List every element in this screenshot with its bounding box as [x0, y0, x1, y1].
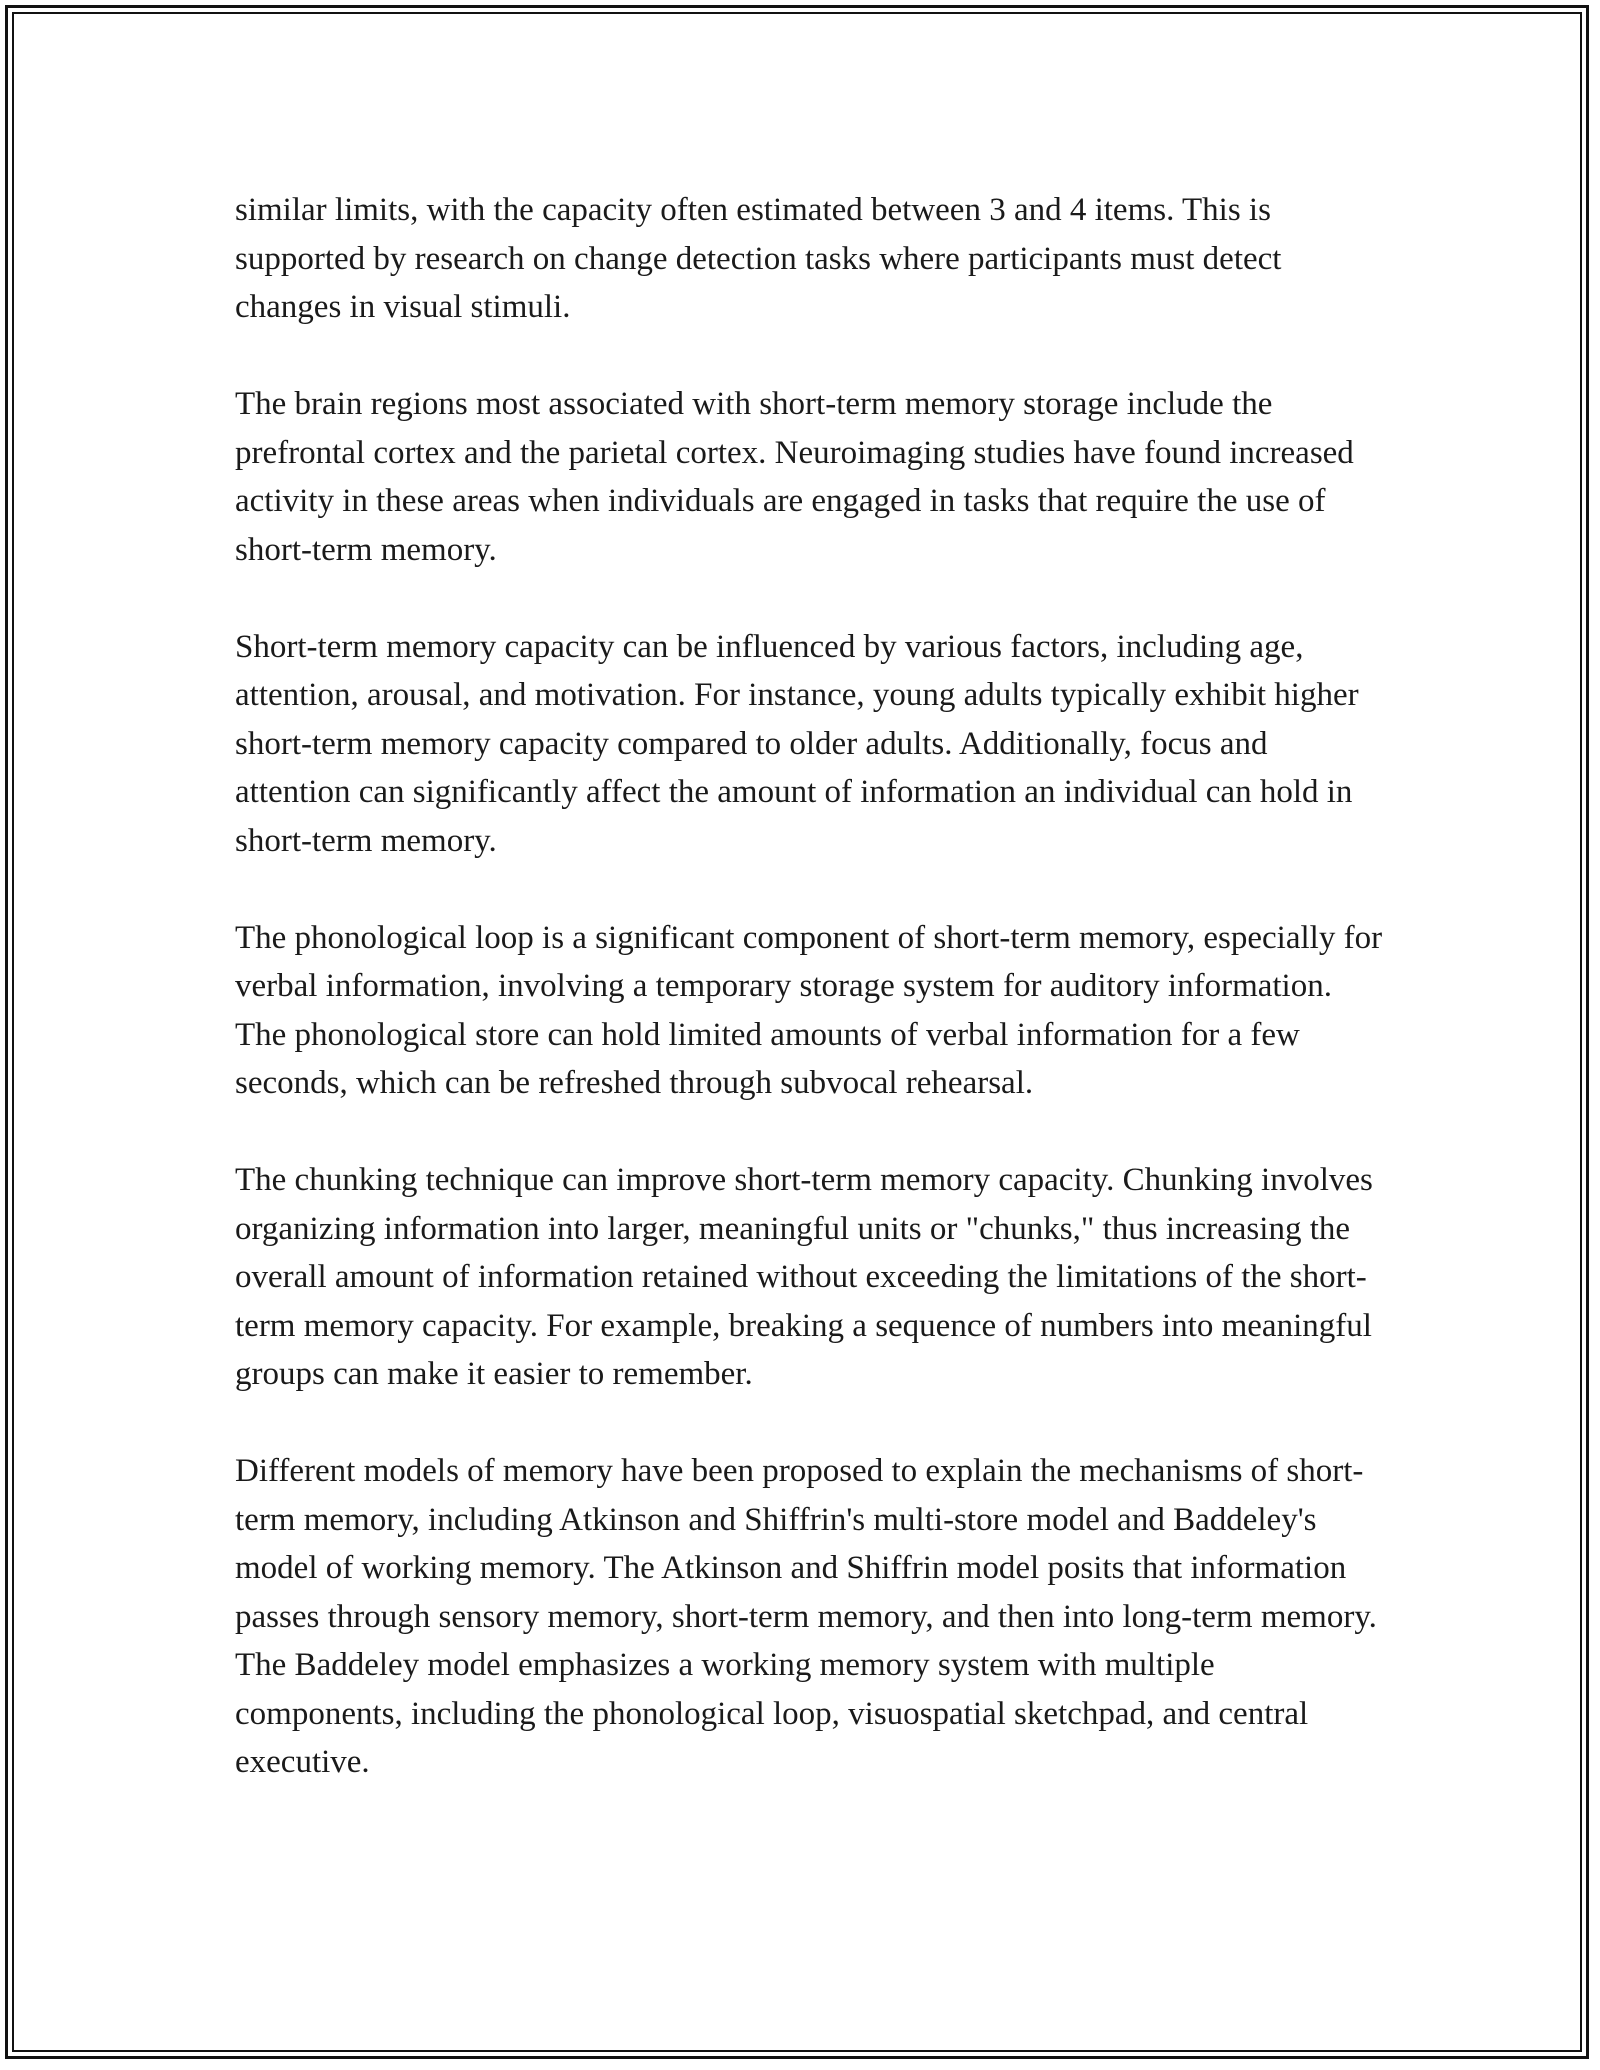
- paragraph-capacity-limits: similar limits, with the capacity often estimated between 3 and 4 items. This is supported by research on change detection tasks where participants must detect changes in visual stimuli.: [235, 192, 1282, 325]
- document-body: [235, 186, 1385, 1835]
- paragraph-phonological-loop: The phonological loop is a significant component of short-term memory, especially for verbal information, involving a temporary storage system for auditory information. The phonological store can hold limited amounts of verbal information for a few seconds, which can be refreshed through subvocal rehearsal.: [235, 919, 1383, 1101]
- paragraph-brain-regions: The brain regions most associated with short-term memory storage include the prefrontal cortex and the parietal cortex. Neuroimaging studies have found increased activity in these areas when individuals are engaged in tasks that require the use of short-term memory.: [235, 386, 1354, 568]
- paragraph-chunking: The chunking technique can improve short-term memory capacity. Chunking involves organizing information into larger, meaningful units or "chunks," thus increasing the overall amount of information retained without exceeding the limitations of the short-term memory capacity. For example, breaking a sequence of numbers into meaningful groups can make it easier to remember.: [235, 1162, 1373, 1392]
- paragraph-memory-models: Different models of memory have been proposed to explain the mechanisms of short-term memory, including Atkinson and Shiffrin's multi-store model and Baddeley's model of working memory. The Atkinson and Shiffrin model posits that information passes through sensory memory, short-term memory, and then into long-term memory. The Baddeley model emphasizes a working memory system with multiple components, including the phonological loop, visuospatial sketchpad, and central executive.: [235, 1453, 1377, 1780]
- paragraph-influencing-factors: Short-term memory capacity can be influenced by various factors, including age, attention, arousal, and motivation. For instance, young adults typically exhibit higher short-term memory capacity compared to older adults. Additionally, focus and attention can significantly affect the amount of information an individual can hold in short-term memory.: [235, 628, 1359, 859]
